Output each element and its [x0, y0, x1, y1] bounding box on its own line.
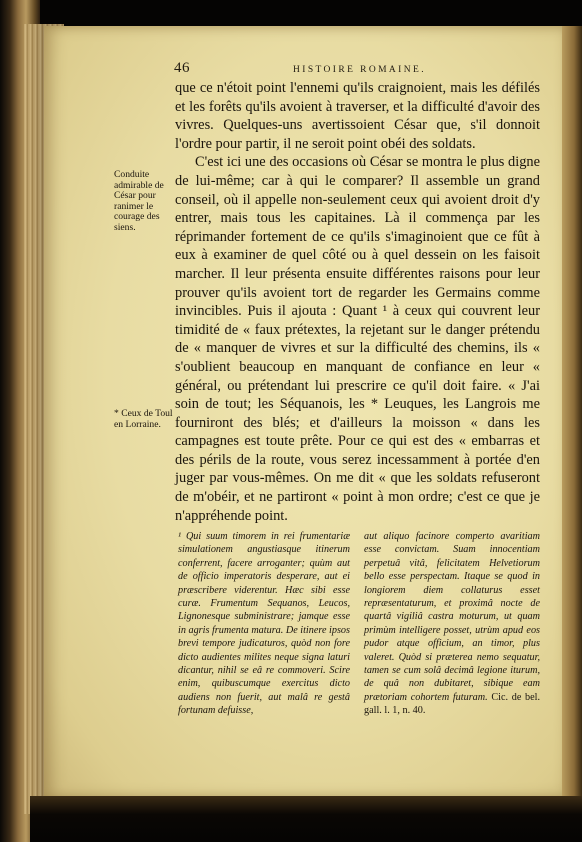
page-number: 46: [174, 60, 190, 76]
right-page-edge: [562, 26, 582, 798]
margin-note: Conduite admirable de César pour ranimer le courage des siens.: [114, 169, 164, 233]
footnote-text: aut aliquo facinore comperto avaritiam esse convictam. Suam innocentiam perpetuâ vitâ, felicitatem Helvetiorum bello esse perspectam. Itaque se quod in longiorem diem collaturus esset repræsentaturum, et proximâ nocte de quartâ vigiliâ castra moturum, ut quam primùm intelligere posset, utrùm apud eos pudor atque officium, an timor, plus valeret. Quòd si præterea nemo sequatur, tamen se cum solâ decimâ legione iturum, de quâ non dubitaret, sibique eam prætoriam cohortem futuram.: [364, 531, 540, 703]
footnote-column-right: [364, 530, 540, 718]
paragraph: C'est ici une des occasions où César se montra le plus digne de lui-même; car à qui le comparer? Il assemble un grand conseil, où il appelle non-seulement ceux qui avoient droit d'y entrer, mais tous les capitaines. Là il commença par les réprimander fortement de ce qu'ils s'imaginoient que ce fût à eux à examiner de quel côté ou à quel dessein on les faisoit marcher. Il leur présenta ensuite différentes raisons pour leur prouver qu'ils avoient tort de regarder les Germains comme invincibles. Puis il ajouta : Quant ¹ à ceux qui couvrent leur timidité de « faux prétextes, la rejetant sur le danger prétendu de « manquer de vivres et sur la difficulté des chemins, ils « s'oublient beaucoup en manquant de confiance en leur « général, ou prétendant lui prescrire ce qu'il doit faire. « J'ai soin de tout; les Séquanois, les * Leuques, les Langrois me fourniront des blés; et d'ailleurs la moisson « dans les campagnes est toute prête. Pour ce qui est des « embarras et des périls de la route, vous serez incessamment à portée d'en juger par vous-mêmes. On me dit « que les soldats refuseront de m'obéir, et ne partiront « point à mon ordre; c'est ce que je n'appréhende point.: [175, 154, 540, 524]
footnote-column-left: ¹ Qui suum timorem in rei frumentariæ simulationem angustiasque itinerum conferrent, facere arroganter; quùm aut de officio imperatoris desperare, aut ei præscribere viderentur. Hæc sibi esse curæ. Frumentum Sequanos, Leucos, Lignonesque subministrare; jamque esse in agris frumenta matura. De itinere ipsos brevi tempore judicaturos, quòd non fore dicto audientes milites neque signa laturi dicantur, nihil se eâ re commoveri. Scire enim, quibuscumque exercitus dicto audiens non fuerit, aut malâ re gestâ fortunam defuisse,: [178, 531, 350, 717]
body-text: [175, 79, 540, 525]
bottom-shadow: [30, 796, 582, 842]
footnote-citation: Cic. de bel. gall. l. 1, n. 40.: [364, 691, 541, 717]
margin-note: * Ceux de Toul en Lorraine.: [114, 408, 173, 430]
running-title: HISTOIRE ROMAINE.: [293, 65, 426, 75]
paragraph: que ce n'étoit point l'ennemi qu'ils craignoient, mais les défilés et les forêts qu'ils avoient à traverser, et la difficulté d'avoir des vivres. Quelques-uns avertissoient César que, s'il donnoit l'ordre pour partir, il ne seroit point obéi des soldats.: [175, 80, 540, 152]
